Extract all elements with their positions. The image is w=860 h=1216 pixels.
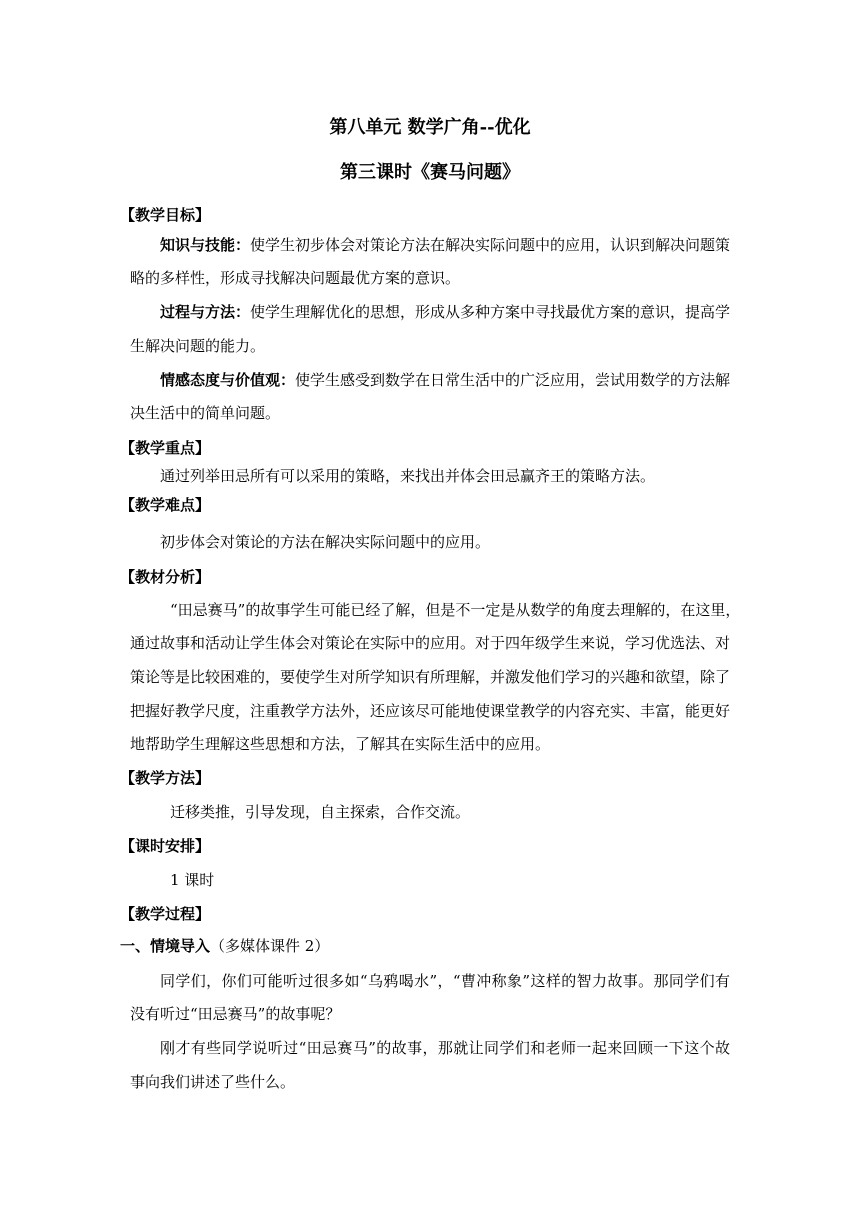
difficulties-heading: 【教学难点】 (120, 496, 211, 514)
process-goal-text1: 使学生理解优化的思想，形成从多种方案中寻找最优方案的意识，提高学 (250, 303, 731, 321)
section1-label: 一、情境导入 (120, 937, 211, 955)
section1-note: （多媒体课件 2） (210, 937, 330, 955)
analysis-line5: 地帮助学生理解这些思想和方法，了解其在实际生活中的应用。 (130, 735, 551, 753)
process-goal-line1 (160, 302, 730, 322)
process-goal-label: 过程与方法： (160, 303, 251, 321)
analysis-heading: 【教材分析】 (120, 568, 211, 586)
emotion-goal-line2: 决生活中的简单问题。 (130, 404, 281, 422)
analysis-line3: 策论等是比较困难的，要使学生对所学知识有所理解，并激发他们学习的兴趣和欲望，除了 (130, 668, 731, 686)
document-title: 第八单元 数学广角--优化 (329, 117, 531, 138)
emotion-goal-text1: 使学生感受到数学在日常生活中的广泛应用，尝试用数学的方法解 (295, 371, 731, 389)
knowledge-goal-text1: 使学生初步体会对策论方法在解决实际问题中的应用，认识到解决问题策 (250, 236, 731, 254)
intro-paragraph2-line2: 事向我们讲述了些什么。 (130, 1073, 296, 1091)
analysis-line2: 通过故事和活动让学生体会对策论在实际中的应用。对于四年级学生来说，学习优选法、对 (130, 634, 731, 652)
methods-text: 迁移类推，引导发现，自主探索，合作交流。 (170, 803, 471, 821)
process-heading: 【教学过程】 (120, 905, 211, 923)
knowledge-goal-line1 (160, 235, 730, 255)
goals-heading: 【教学目标】 (120, 206, 211, 224)
intro-paragraph1-line2: 没有听过“田忌赛马”的故事呢？ (130, 1005, 341, 1023)
key-points-text: 通过列举田忌所有可以采用的策略，来找出并体会田忌赢齐王的策略方法。 (160, 467, 656, 485)
analysis-line4: 把握好教学尺度，注重教学方法外，还应该尽可能地使课堂教学的内容充实、丰富，能更好 (130, 702, 731, 720)
process-goal-line2: 生解决问题的能力。 (130, 337, 266, 355)
knowledge-goal-line2: 略的多样性，形成寻找解决问题最优方案的意识。 (130, 269, 461, 287)
intro-paragraph1-line1: 同学们，你们可能听过很多如“乌鸦喝水”，“曹冲称象”这样的智力故事。那同学们有 (160, 972, 730, 990)
analysis-line1: “田忌赛马”的故事学生可能已经了解，但是不一定是从数学的角度去理解的，在这里， (170, 601, 741, 619)
knowledge-goal-label: 知识与技能： (160, 236, 251, 254)
difficulties-text: 初步体会对策论的方法在解决实际问题中的应用。 (160, 533, 491, 551)
emotion-goal-line1 (160, 370, 730, 390)
schedule-text: 1 课时 (170, 871, 215, 889)
section1-heading (120, 936, 329, 956)
schedule-heading: 【课时安排】 (120, 837, 211, 855)
methods-heading: 【教学方法】 (120, 769, 211, 787)
emotion-goal-label: 情感态度与价值观： (160, 371, 296, 389)
key-points-heading: 【教学重点】 (120, 439, 211, 457)
intro-paragraph2-line1: 刚才有些同学说听过“田忌赛马”的故事，那就让同学们和老师一起来回顾一下这个故 (160, 1039, 730, 1057)
lesson-subtitle: 第三课时《赛马问题》 (340, 162, 520, 183)
